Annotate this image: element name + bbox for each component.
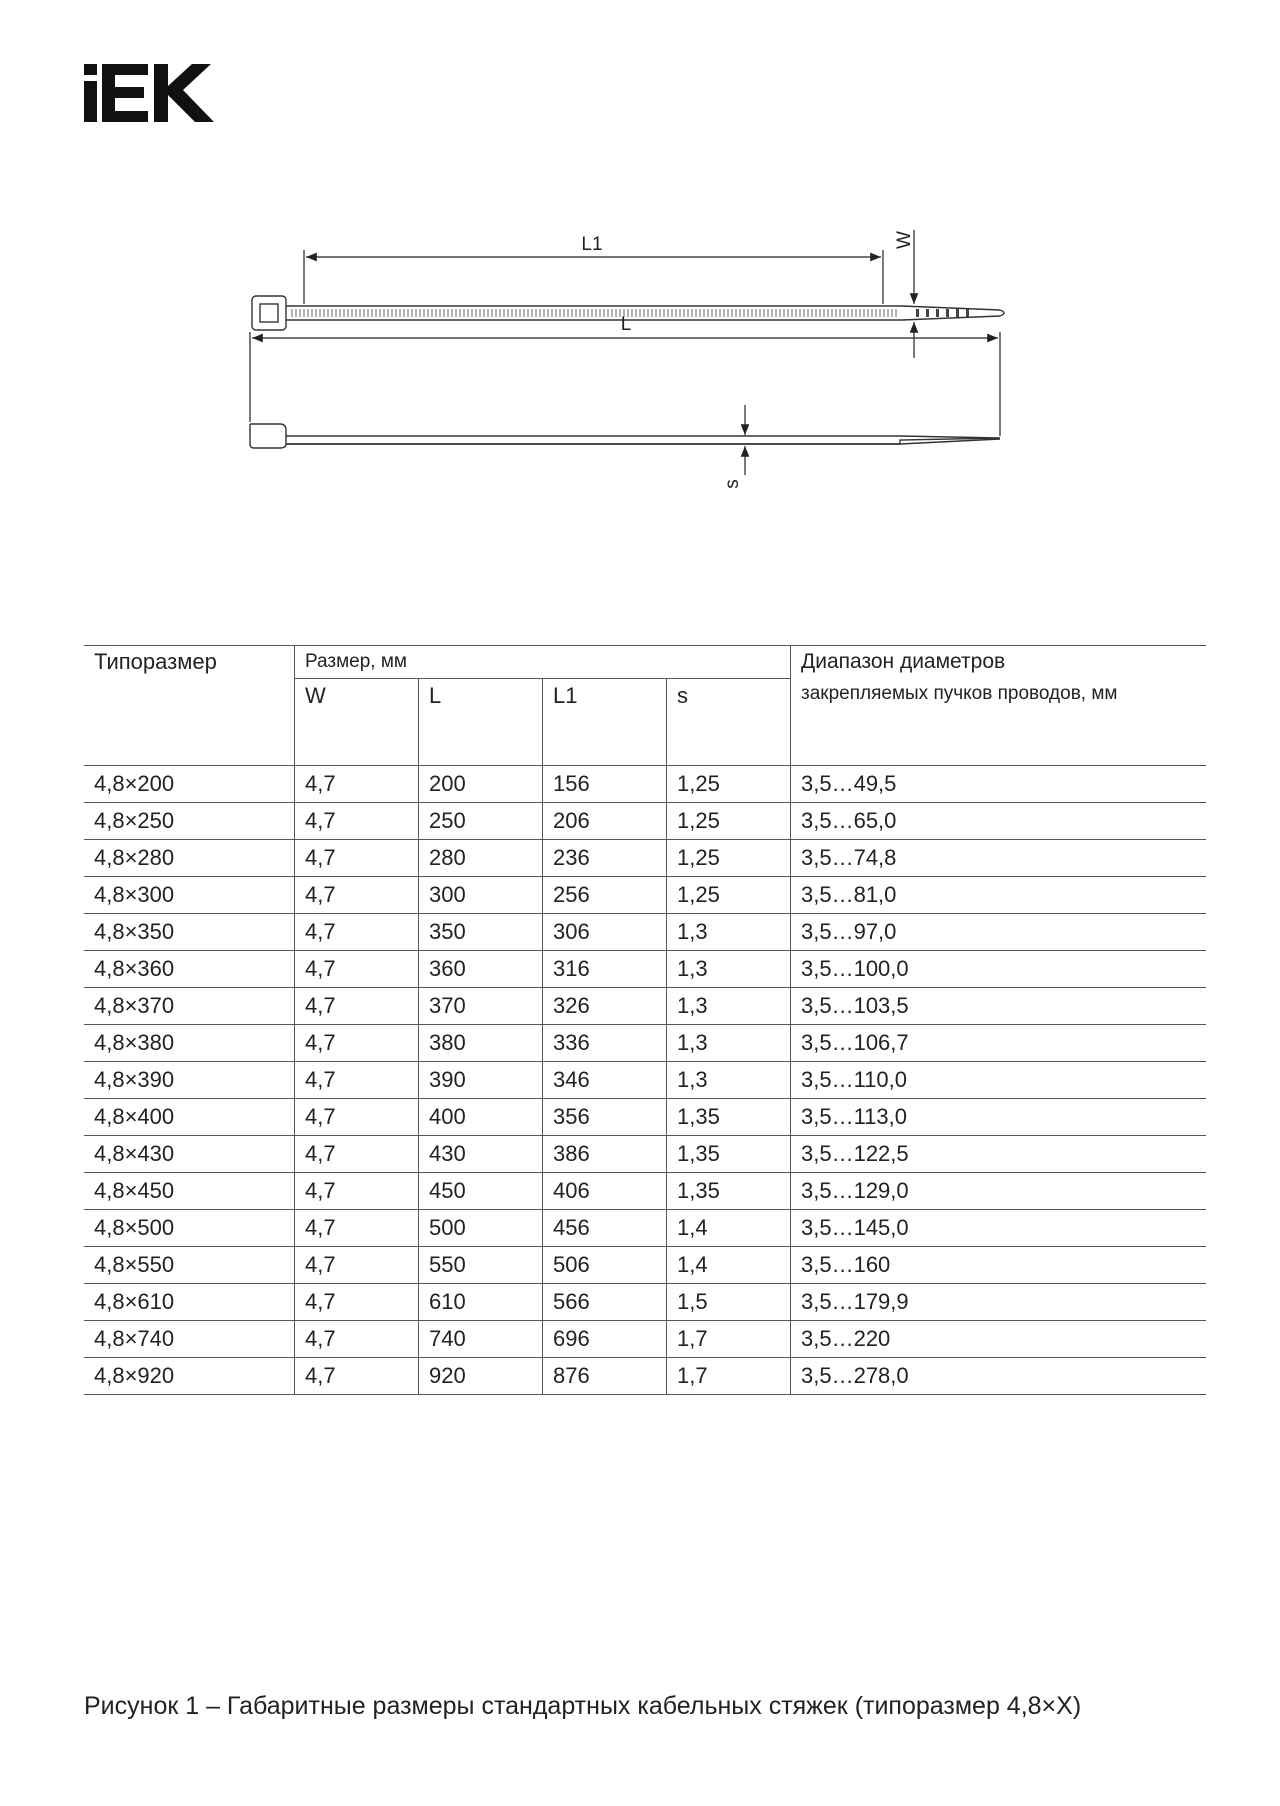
cell-l: 450: [419, 1173, 543, 1210]
table-row: [84, 1247, 1206, 1284]
cell-w: 4,7: [295, 1321, 419, 1358]
header-l1: L1: [543, 679, 667, 766]
cell-s: 1,3: [667, 914, 791, 951]
tie-side-view: [250, 424, 1000, 448]
cell-l: 430: [419, 1136, 543, 1173]
cell-range: 3,5…122,5: [791, 1136, 1207, 1173]
cell-s: 1,7: [667, 1358, 791, 1395]
cell-l1: 456: [543, 1210, 667, 1247]
cell-range: 3,5…106,7: [791, 1025, 1207, 1062]
header-range-line1: Диапазон диаметров: [801, 650, 1006, 673]
cell-w: 4,7: [295, 951, 419, 988]
cell-s: 1,3: [667, 1062, 791, 1099]
cell-l1: 236: [543, 840, 667, 877]
cell-range: 3,5…110,0: [791, 1062, 1207, 1099]
cell-l1: 356: [543, 1099, 667, 1136]
header-s: s: [667, 679, 791, 766]
cell-range: 3,5…278,0: [791, 1358, 1207, 1395]
cell-type: 4,8×370: [84, 988, 295, 1025]
cell-w: 4,7: [295, 840, 419, 877]
table-row: [84, 1358, 1206, 1395]
table-row: [84, 877, 1206, 914]
cell-w: 4,7: [295, 1284, 419, 1321]
cell-l: 380: [419, 1025, 543, 1062]
cell-l1: 346: [543, 1062, 667, 1099]
cell-s: 1,7: [667, 1321, 791, 1358]
cell-type: 4,8×450: [84, 1173, 295, 1210]
cell-l1: 206: [543, 803, 667, 840]
cell-l1: 326: [543, 988, 667, 1025]
cell-w: 4,7: [295, 1173, 419, 1210]
table-row: [84, 1210, 1206, 1247]
cell-l: 300: [419, 877, 543, 914]
cell-l: 200: [419, 766, 543, 803]
cell-type: 4,8×500: [84, 1210, 295, 1247]
cable-tie-size-table: [84, 645, 1206, 1395]
cell-l1: 386: [543, 1136, 667, 1173]
cell-s: 1,25: [667, 877, 791, 914]
cell-s: 1,4: [667, 1210, 791, 1247]
cell-type: 4,8×380: [84, 1025, 295, 1062]
cell-s: 1,35: [667, 1136, 791, 1173]
cell-w: 4,7: [295, 803, 419, 840]
table-row: [84, 988, 1206, 1025]
cell-l: 390: [419, 1062, 543, 1099]
cell-type: 4,8×430: [84, 1136, 295, 1173]
cell-l: 360: [419, 951, 543, 988]
cell-s: 1,3: [667, 988, 791, 1025]
dim-label-l1: L1: [581, 234, 603, 255]
cell-l1: 156: [543, 766, 667, 803]
cell-l1: 876: [543, 1358, 667, 1395]
cell-l1: 316: [543, 951, 667, 988]
cell-s: 1,4: [667, 1247, 791, 1284]
figure-caption: Рисунок 1 – Габаритные размеры стандартных кабельных стяжек (типоразмер 4,8×X): [84, 1692, 1082, 1720]
cell-type: 4,8×740: [84, 1321, 295, 1358]
table-row: [84, 1136, 1206, 1173]
cell-l: 370: [419, 988, 543, 1025]
cell-type: 4,8×550: [84, 1247, 295, 1284]
cell-w: 4,7: [295, 877, 419, 914]
cell-l1: 566: [543, 1284, 667, 1321]
iek-logo: [84, 64, 228, 122]
cell-l: 280: [419, 840, 543, 877]
cell-type: 4,8×400: [84, 1099, 295, 1136]
dim-label-l: L: [620, 314, 632, 335]
tie-teeth: [292, 309, 896, 317]
cell-range: 3,5…81,0: [791, 877, 1207, 914]
cell-l: 550: [419, 1247, 543, 1284]
cell-l1: 696: [543, 1321, 667, 1358]
cell-range: 3,5…97,0: [791, 914, 1207, 951]
header-type: Типоразмер: [84, 646, 295, 766]
cell-s: 1,3: [667, 951, 791, 988]
cell-w: 4,7: [295, 1358, 419, 1395]
table-row: [84, 914, 1206, 951]
cell-l: 920: [419, 1358, 543, 1395]
cell-type: 4,8×920: [84, 1358, 295, 1395]
table-row: [84, 1284, 1206, 1321]
cable-tie-dimension-drawing: [240, 200, 1020, 500]
table-row: [84, 951, 1206, 988]
cell-range: 3,5…220: [791, 1321, 1207, 1358]
cell-type: 4,8×280: [84, 840, 295, 877]
cell-range: 3,5…103,5: [791, 988, 1207, 1025]
header-range-line2: закрепляемых пучков проводов, мм: [801, 683, 1118, 704]
cell-type: 4,8×300: [84, 877, 295, 914]
cell-range: 3,5…100,0: [791, 951, 1207, 988]
cell-s: 1,3: [667, 1025, 791, 1062]
table-row: [84, 766, 1206, 803]
table-row: [84, 1173, 1206, 1210]
dim-label-s: s: [722, 479, 743, 489]
cell-type: 4,8×200: [84, 766, 295, 803]
cell-type: 4,8×350: [84, 914, 295, 951]
cell-type: 4,8×250: [84, 803, 295, 840]
header-l: L: [419, 679, 543, 766]
cell-type: 4,8×610: [84, 1284, 295, 1321]
cell-range: 3,5…179,9: [791, 1284, 1207, 1321]
cell-s: 1,25: [667, 803, 791, 840]
cell-s: 1,35: [667, 1099, 791, 1136]
tie-tip-holes: [916, 309, 969, 317]
cell-l: 250: [419, 803, 543, 840]
cell-l: 500: [419, 1210, 543, 1247]
cell-range: 3,5…160: [791, 1247, 1207, 1284]
table-row: [84, 1062, 1206, 1099]
cell-s: 1,25: [667, 840, 791, 877]
cell-w: 4,7: [295, 1025, 419, 1062]
cell-w: 4,7: [295, 766, 419, 803]
cell-w: 4,7: [295, 1210, 419, 1247]
cell-l: 350: [419, 914, 543, 951]
cell-l1: 336: [543, 1025, 667, 1062]
cell-s: 1,35: [667, 1173, 791, 1210]
table-row: [84, 803, 1206, 840]
header-w: W: [295, 679, 419, 766]
cell-w: 4,7: [295, 914, 419, 951]
cell-type: 4,8×390: [84, 1062, 295, 1099]
cell-w: 4,7: [295, 1062, 419, 1099]
table-row: [84, 840, 1206, 877]
header-size: Размер, мм: [295, 646, 791, 679]
table-row: [84, 1025, 1206, 1062]
cell-type: 4,8×360: [84, 951, 295, 988]
cell-range: 3,5…113,0: [791, 1099, 1207, 1136]
cell-range: 3,5…145,0: [791, 1210, 1207, 1247]
cell-w: 4,7: [295, 1099, 419, 1136]
cell-w: 4,7: [295, 1247, 419, 1284]
cell-range: 3,5…74,8: [791, 840, 1207, 877]
table-row: [84, 1321, 1206, 1358]
cell-w: 4,7: [295, 1136, 419, 1173]
cell-l1: 306: [543, 914, 667, 951]
cell-l: 610: [419, 1284, 543, 1321]
header-range: [791, 646, 1207, 766]
cell-l1: 406: [543, 1173, 667, 1210]
table-row: [84, 1099, 1206, 1136]
cell-l: 400: [419, 1099, 543, 1136]
cell-s: 1,25: [667, 766, 791, 803]
cell-l: 740: [419, 1321, 543, 1358]
cell-range: 3,5…65,0: [791, 803, 1207, 840]
cell-range: 3,5…129,0: [791, 1173, 1207, 1210]
cell-l1: 256: [543, 877, 667, 914]
dim-label-w: W: [894, 231, 915, 249]
table-body: [84, 766, 1206, 1395]
cell-w: 4,7: [295, 988, 419, 1025]
cell-l1: 506: [543, 1247, 667, 1284]
cell-s: 1,5: [667, 1284, 791, 1321]
cell-range: 3,5…49,5: [791, 766, 1207, 803]
